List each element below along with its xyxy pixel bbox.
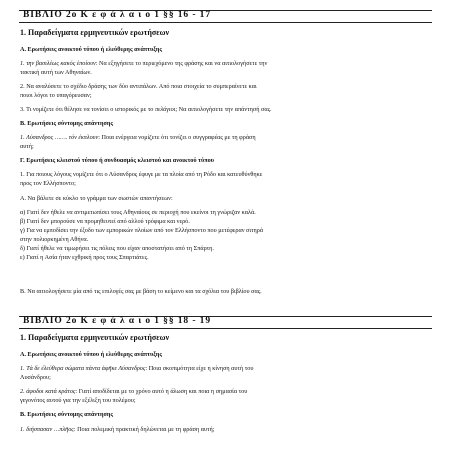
instruction-circle: Α. Να βάλετε σε κύκλο το γράμμα των σωστών απαντήσεων: <box>20 195 173 202</box>
quoted-phrase: 2. ἀφοδοι κατά κράτος <box>20 388 76 395</box>
question-a1-continued: τακτική αυτή των Αθηναίων. <box>20 69 92 76</box>
quoted-phrase: 1. Λύσανδρος ……. τόν ἐκπλουν <box>20 134 99 141</box>
question-a1 <box>20 365 434 373</box>
question-a2: 2. Να αναλύσετε το σχέδιο δράσης των δύο αντιπάλων. Από ποια στοιχεία το συμπεραίνετε και <box>20 83 257 90</box>
option-a: α) Γιατί δεν ήθελε να αντιμετωπίσει τους Αθηναίους σε περιοχή που εκείνοι τη γνώριζαν καλά. <box>20 209 256 216</box>
question-text: ; Να αιτιολογήσετε την απάντησή σας. <box>175 106 272 113</box>
subheading-closed-questions: Γ. Ερωτήσεις κλειστού τύπου ή συνδυασμός κλειστού και ανοικτού τύπου <box>20 157 214 164</box>
section-header-bar <box>19 10 432 23</box>
option-d: δ) Γιατί ήθελε να τιμωρήσει τις πόλεις που είχαν αποστατήσει από τη Σπάρτη. <box>20 245 214 252</box>
question-a2 <box>20 388 434 396</box>
quoted-phrase: 1. διήσπασαν …πλῆος <box>20 426 74 433</box>
option-b: β) Γιατί δεν μπορούσε να προμηθευτεί από αλλού τρόφιμα και νερό. <box>20 218 190 225</box>
question-a3 <box>20 106 434 114</box>
option-c-continued: στην πολιορκημένη Αθήνα. <box>20 236 89 243</box>
question-a1 <box>20 60 434 68</box>
question-text: 3. Τι νομίζετε ότι θέλησε να τονίσει ο ιστορικός με το <box>20 106 155 113</box>
section-heading: 1. Παραδείγματα ερμηνευτικών ερωτήσεων <box>20 333 170 342</box>
question-b1-continued: αυτή; <box>20 143 34 150</box>
section-header-text: ΒΙΒΛΙΟ 2ο Κ ε φ ά λ α ι ο 1 §§ 18 - 19 <box>23 316 211 326</box>
option-e: ε) Γιατί η Ασία ήταν εχθρική προς τους Σπαρτιάτες. <box>20 254 149 261</box>
question-text: : Ποια σκοπιμότητα είχε η κίνηση αυτή του <box>145 365 254 372</box>
quoted-phrase: 1. την βασιλέως κακός ἐποίουν <box>20 60 96 67</box>
question-text: : Γιατί αποδίδεται με το χρόνο αυτό η άλωση και ποια η σημασία του <box>75 388 248 395</box>
question-a2-continued: ποιοι λόγοι το υπαγόρευσαν; <box>20 92 92 99</box>
section-header-text: ΒΙΒΛΙΟ 2ο Κ ε φ ά λ α ι ο 1 §§ 16 - 17 <box>23 10 211 20</box>
question-b1 <box>20 134 434 142</box>
question-c1-continued: προς τον Ελλήσποντο; <box>20 180 76 187</box>
option-c: γ) Για να εμποδίσει την έξοδο των εμπορικών πλοίων από τον Ελλήσποντο που μετέφεραν σιτηρά <box>20 227 264 234</box>
question-c1: 1. Για ποιους λόγους νομίζετε ότι ο Λύσανδρος έφυγε με τα πλοία από τη Ρόδο και κατευθύνθηκε <box>20 171 263 178</box>
instruction-justify: Β. Να αιτιολογήσετε μία από τις επιλογές σας με βάση το κείμενο και τα σχόλια του βιβλίου σας. <box>20 288 262 295</box>
subheading-short-answer: Β. Ερωτήσεις σύντομης απάντησης <box>20 120 114 127</box>
subheading-open-questions: Α. Ερωτήσεις ανοικτού τύπου ή ελεύθερης ανάπτυξης <box>20 46 162 53</box>
question-text: : Να εξηγήσετε το περιεχόμενο της φράσης και να αιτιολογήσετε την <box>95 60 268 67</box>
question-text: : Ποια πολεμική πρακτική δηλώνεται με τη φράση αυτή; <box>73 426 215 433</box>
subheading-short-answer: Β. Ερωτήσεις σύντομης απάντησης <box>20 411 114 418</box>
quoted-phrase: 1. Τὰ δε ἐλεύθερα σώματα πάντα ἀφῆκε Λύσανδρος <box>20 365 146 372</box>
question-b1 <box>20 426 434 434</box>
quoted-word: πελάγιοι <box>154 106 176 113</box>
subheading-open-questions: Α. Ερωτήσεις ανοικτού τύπου ή ελεύθερης ανάπτυξης <box>20 351 162 358</box>
section-header-bar <box>19 316 432 329</box>
question-a2-continued: γεγονότος αυτού για την εξέλιξη του πολέμου; <box>20 397 136 404</box>
question-a1-continued: Λυσάνδρου; <box>20 374 51 381</box>
question-text: : Ποια ενέργεια νομίζετε ότι τονίζει ο συγγραφέας με τη φράση <box>98 134 256 141</box>
section-heading: 1. Παραδείγματα ερμηνευτικών ερωτήσεων <box>20 28 170 37</box>
